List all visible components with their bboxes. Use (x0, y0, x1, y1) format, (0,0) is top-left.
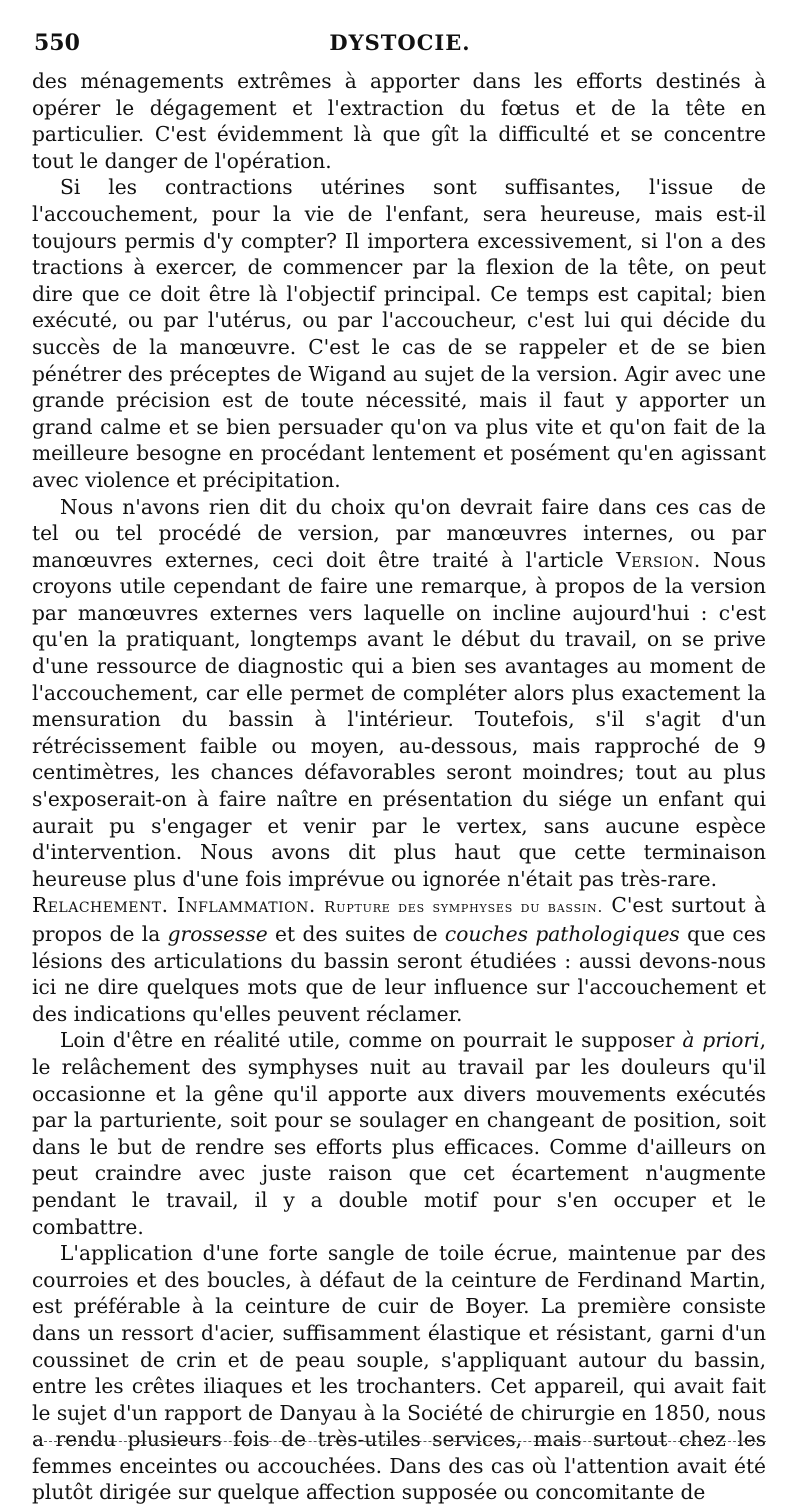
page-header (34, 30, 766, 58)
paragraph-1: des ménagements extrêmes à apporter dans les efforts destinés à opérer le dégagement et l'extraction du fœtus et de la tête en particulier. C'est évidemment là que gît la difficulté et se concentre tout le danger de l'opération. (32, 69, 766, 173)
paragraph-3-text-b: . Nous croyons utile cependant de faire une remarque, à propos de la version par manœuvres externes vers laquelle on incline aujourd'hui : c'est qu'en la pratiquant, longtemps avant le début du travail, on se prive d'une ressource de diagnostic qui a bien ses avantages au moment de l'accouchement, car elle permet de compléter alors plus exactement la mensuration du bassin à l'intérieur. Toutefois, s'il s'agit d'un rétrécissement faible ou moyen, au-dessous, mais rapproché de 9 centimètres, les chances défavorables seront moindres; tout au plus s'exposerait-on à faire naître en présentation du siége un enfant qui aurait pu s'engager et venir par le vertex, sans aucune espèce d'intervention. Nous avons dit plus haut que cette terminaison heureuse plus d'une fois imprévue ou ignorée n'était pas très-rare. (32, 547, 767, 891)
footer-rule (34, 1441, 766, 1442)
page-number: 550 (34, 30, 80, 56)
version-reference: Version (616, 547, 694, 572)
running-title: DYSTOCIE. (329, 30, 471, 55)
paragraph-5-text-b: , le relâchement des symphyses nuit au travail par les douleurs qu'il occasionne et la gêne qu'il apporte aux divers mouvements exécutés par la parturiente, soit pour se soulager en changeant de position, soit dans le but de rendre ses efforts plus efficaces. Comme d'ailleurs on peut craindre avec juste raison que cet écartement n'augmente pendant le travail, il y a double motif pour s'en occuper et le combattre. (32, 1028, 766, 1239)
paragraph-4-text-c: que ces lésions des articulations du bassin seront étudiées : aussi devons-nous ici ne dire quelques mots que de leur influence sur l'accouchement et des indications qu'elles peuvent réclamer. (32, 922, 767, 1026)
paragraph-4 (32, 892, 766, 1027)
section-heading-rupture: Rupture des symphyses du bassin. (324, 898, 604, 917)
page-body (32, 68, 766, 1506)
paragraph-5-text-a: Loin d'être en réalité utile, comme on pourrait le supposer (60, 1028, 683, 1053)
paragraph-4-text-b: et des suites de (267, 922, 445, 946)
paragraph-5 (32, 1027, 766, 1240)
paragraph-3-text-a: Nous n'avons rien dit du choix qu'on devrait faire dans ces cas de tel ou tel procédé de version, par manœuvres internes, ou par manœuvres externes, ceci doit être traité à l'article (32, 494, 766, 572)
section-heading-relachement: Relachement. (32, 893, 169, 918)
italic-couches-pathologiques: couches pathologiques (444, 922, 680, 946)
paragraph-6: L'application d'une forte sangle de toile écrue, maintenue par des courroies et des boucles, à défaut de la ceinture de Ferdinand Martin, est préférable à la ceinture de cuir de Boyer. La première consiste dans un ressort d'acier, suffisamment élastique et résistant, garni d'un coussinet de crin et de peau souple, s'appliquant autour du bassin, entre les crêtes iliaques et les trochanters. Cet appareil, qui avait fait le sujet d'un rapport de Danyau à la Société de chirurgie en 1850, nous a rendu plusieurs fois de très-utiles services, mais surtout chez les femmes enceintes ou accouchées. Dans des cas où l'attention avait été plutôt dirigée sur quelque affection supposée ou concomitante de (32, 1241, 766, 1505)
italic-grossesse: grossesse (167, 922, 268, 946)
paragraph-4-text-a: C'est surtout à propos de la (32, 893, 767, 946)
paragraph-3 (32, 494, 766, 893)
paragraph-2: Si les contractions utérines sont suffisantes, l'issue de l'accouchement, pour la vie de l'enfant, sera heureuse, mais est-il toujours permis d'y compter? Il importera excessivement, si l'on a des tractions à exercer, de commencer par la flexion de la tête, on peut dire que ce doit être là l'objectif principal. Ce temps est capital; bien exécuté, ou par l'utérus, ou par l'accoucheur, c'est lui qui décide du succès de la manœuvre. C'est le cas de se rappeler et de se bien pénétrer des préceptes de Wigand au sujet de la version. Agir avec une grande précision est de toute nécessité, mais il faut y apporter un grand calme et se bien persuader qu'on va plus vite et qu'on fait de la meilleure besogne en procédant lentement et posément qu'en agissant avec violence et précipitation. (32, 175, 766, 492)
italic-a-priori: à priori (682, 1028, 760, 1053)
section-heading-inflammation: Inflammation. (176, 893, 316, 918)
